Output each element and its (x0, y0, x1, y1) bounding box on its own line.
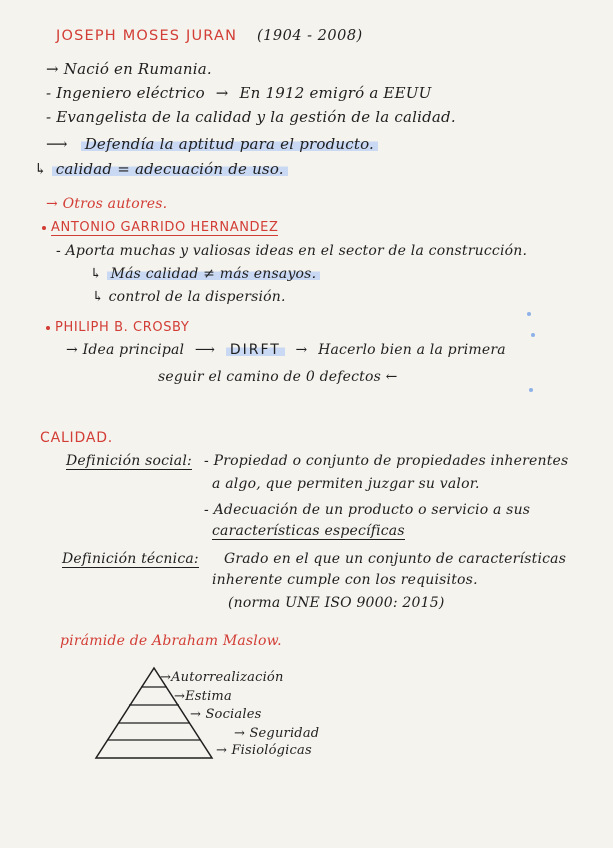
arrow-icon: → (174, 689, 186, 704)
pyramid-level-label: →Autorrealización (160, 670, 284, 685)
arrow-icon: → (295, 342, 308, 358)
section-heading: pirámide de Abraham Maslow. (60, 633, 282, 649)
bullet-icon (42, 226, 46, 230)
note-line: - Evangelista de la calidad y la gestión de la calidad. (46, 108, 456, 126)
note-line: - Ingeniero eléctrico → En 1912 emigró a EEUU (46, 84, 432, 102)
note-line: características específicas (212, 523, 405, 539)
note-line: - Adecuación de un producto o servicio a sus (204, 502, 531, 518)
definition-label: Definición social: (66, 453, 192, 469)
arrow-icon: ⟶ (46, 135, 68, 153)
highlighted-text: Más calidad ≠ más ensayos. (107, 266, 321, 282)
highlighted-text: calidad = adecuación de uso. (52, 160, 288, 178)
arrow-icon: → (66, 342, 78, 358)
note-line: Grado en el que un conjunto de características (224, 551, 567, 567)
pyramid-level-label: → Sociales (190, 707, 262, 722)
hook-arrow-icon: ↳ (34, 160, 47, 178)
highlighted-text: DIRFT (226, 342, 285, 358)
note-line: → Nació en Rumania. (46, 60, 212, 78)
arrow-icon: → (215, 84, 229, 102)
note-line: - Propiedad o conjunto de propiedades inherentes (204, 453, 569, 469)
highlighted-text: Defendía la aptitud para el producto. (81, 135, 378, 153)
section-heading: CALIDAD. (40, 430, 114, 446)
arrow-icon: ⟶ (194, 342, 216, 358)
note-line: a algo, que permiten juzgar su valor. (212, 476, 480, 492)
arrow-icon: → (234, 726, 246, 741)
note-line: inherente cumple con los requisitos. (212, 572, 478, 588)
note-line: - Aporta muchas y valiosas ideas en el sector de la construcción. (56, 243, 528, 259)
arrow-icon: → (160, 670, 172, 685)
hook-arrow-icon: ↳ (90, 266, 102, 282)
ink-mark (531, 333, 535, 337)
pyramid-level-label: →Estima (174, 689, 232, 704)
author-heading: PHILIPH B. CROSBY (46, 320, 189, 335)
page-title (56, 28, 363, 44)
arrow-icon: → (190, 707, 202, 722)
author-heading: ANTONIO GARRIDO HERNANDEZ (42, 220, 278, 235)
definition-label: Definición técnica: (62, 551, 199, 567)
section-heading: → Otros autores. (46, 196, 168, 212)
pyramid-level-label: → Fisiológicas (216, 743, 312, 758)
note-line (46, 135, 378, 153)
author-name: JOSEPH MOSES JURAN (56, 28, 238, 44)
note-line (90, 266, 320, 282)
note-line (34, 160, 288, 178)
hook-arrow-icon: ↳ (92, 289, 104, 305)
note-line: (norma UNE ISO 9000: 2015) (228, 595, 445, 611)
bullet-icon (46, 326, 50, 330)
note-line: → Idea principal ⟶ DIRFT → Hacerlo bien a la primera (66, 342, 506, 358)
author-years: (1904 - 2008) (256, 28, 363, 44)
arrow-icon: → (216, 743, 228, 758)
ink-mark (529, 388, 533, 392)
ink-mark (527, 312, 531, 316)
note-line: ↳ control de la dispersión. (92, 289, 286, 305)
note-line: seguir el camino de 0 defectos ← (158, 369, 398, 385)
left-arrow-icon: ← (385, 369, 398, 385)
arrow-icon: → (46, 196, 58, 212)
pyramid-level-label: → Seguridad (234, 726, 320, 741)
